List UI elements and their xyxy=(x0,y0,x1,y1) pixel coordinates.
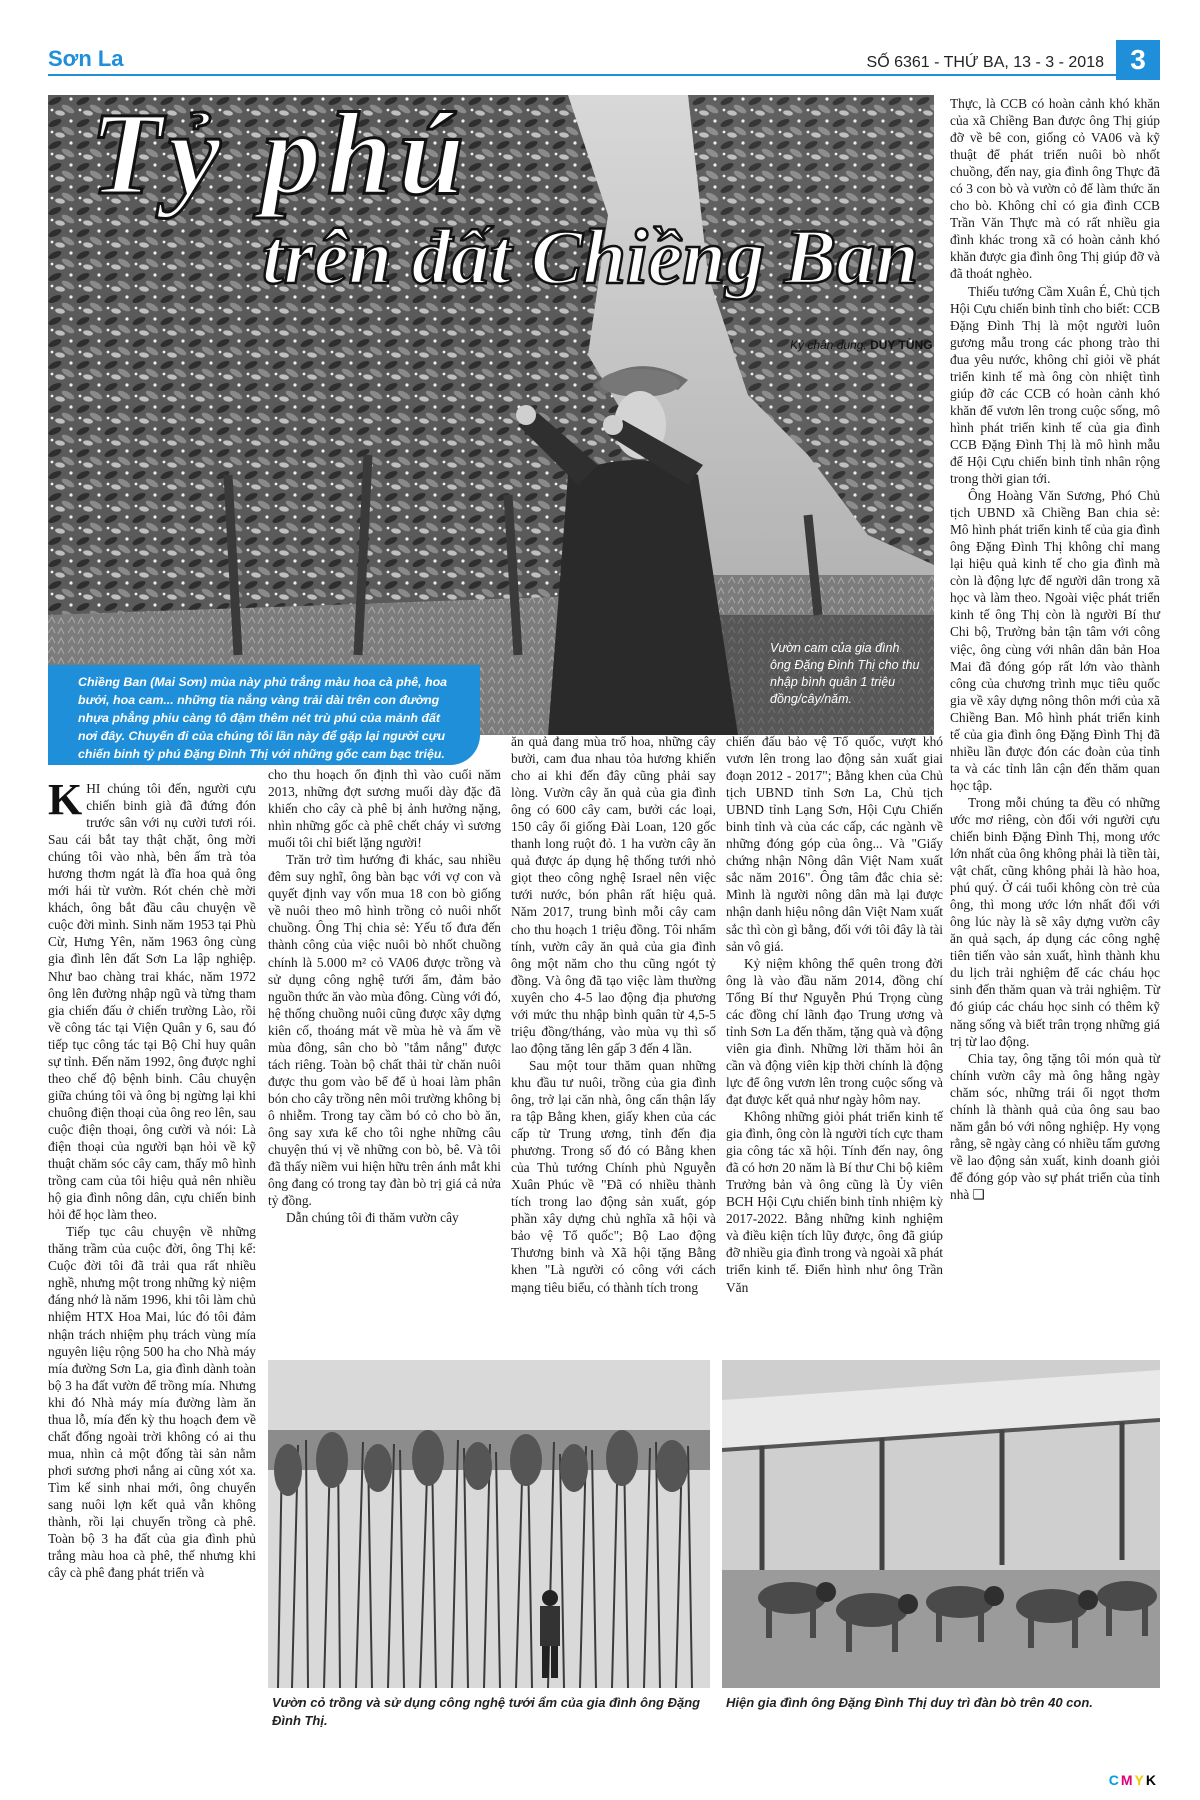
article-column-1 xyxy=(48,775,256,1780)
article-column-2 xyxy=(268,766,501,1336)
byline xyxy=(790,338,933,352)
paragraph: Trong mỗi chúng ta đều có những ước mơ riêng, còn đối với người cựu chiến binh Đặng Đình Thị, mong ước lớn nhất của ông không phải là tiền tài, vật chất, cũng không phải là hào hoa, phú quý. Ở cái tuổi không còn trẻ của ông, thì mong ước lớn nhất đối với ông lúc này là sẽ xây dựng vườn cây ăn quả sạch, áp dụng các công nghệ tiên tiến vào sản xuất, hình thành khu du lịch trải nghiệm để các cháu học sinh đến thăm quan và trải nghiệm. Từ đó giúp các cháu học sinh có thêm kỹ năng sống và biết trân trọng những giá trị từ lao động. xyxy=(950,794,1160,1049)
grass-photo-illustration xyxy=(268,1360,710,1688)
paragraph: chiến đấu bảo vệ Tổ quốc, vượt khó vươn lên trong lao động sản xuất giai đoạn 2012 - 2017"; Bằng khen của Chủ tịch UBND tỉnh Sơn La, Chủ tịch UBND tỉnh Lạng Sơn, Hội Cựu Chiến binh tỉnh và của các cấp, các ngành về những đóng góp của ông... Và "Giấy chứng nhận Nông dân Việt Nam xuất sắc năm 2016". Ông tâm đắc chia sẻ: Mình là người nông dân mà lại được nhận danh hiệu nông dân Việt Nam xuất sắc thì còn gì bằng, đối với tôi đây là tài sản vô giá. xyxy=(726,734,943,954)
byline-author: DUY TÙNG xyxy=(870,338,933,352)
page-header xyxy=(48,40,1160,80)
cows-photo-caption: Hiện gia đình ông Đặng Đình Thị duy trì đàn bò trên 40 con. xyxy=(726,1695,1093,1710)
headline-line-2: trên đất Chiềng Ban xyxy=(262,213,919,300)
paragraph: cho thu hoạch ổn định thì vào cuối năm 2013, những đợt sương muối dày đặc đã khiến cho cây cà phê bị ảnh hưởng nặng, nhìn những gốc cà phê chết cháy vì sương muối tôi chỉ biết lặng người! xyxy=(268,767,501,851)
cattle-barn-photo xyxy=(722,1360,1160,1688)
paragraph xyxy=(48,775,256,1223)
header-rule xyxy=(48,74,1128,76)
cmyk-k: K xyxy=(1145,1772,1158,1788)
lead-paragraph: Chiềng Ban (Mai Sơn) mùa này phủ trắng màu hoa cà phê, hoa bưởi, hoa cam... những tia nắng vàng trải dài trên con đường nhựa phẳng phiu càng tô đậm thêm nét trù phú của mảnh đất nơi đây. Chuyến đi của chúng tôi lần này để gặp lại người cựu chiến binh tỷ phú Đặng Đình Thị với những gốc cam bạc triệu. xyxy=(48,665,480,765)
byline-prefix: Ký chân dung: xyxy=(790,338,867,352)
article-column-3 xyxy=(511,733,716,1353)
headline-line-1: Tỷ phú xyxy=(90,88,471,219)
cows-photo-illustration xyxy=(722,1360,1160,1688)
paragraph: Ông Hoàng Văn Sương, Phó Chủ tịch UBND xã Chiềng Ban chia sẻ: Mô hình phát triển kinh tế của gia đình ông Đặng Đình Thị không chỉ mang lại hiệu quả kinh tế cho gia đình mà còn là động lực để người dân trong xã học và làm theo. Ngoài việc phát triển kinh tế ông Thị còn là người Bí thư Chi bộ, Trưởng bản tận tâm với công việc, ông cùng với nhân dân bản Hoa Mai đã đóng góp rất lớn vào thành công của chương trình mục tiêu quốc gia về xây dựng nông thôn mới của xã Chiềng Ban. Mô hình phát triển kinh tế của gia đình ông Đặng Đình Thị đã nhiều lần được đón các đoàn của tỉnh ta và các tỉnh lân cận đến thăm quan học tập. xyxy=(950,488,1160,793)
drop-cap: K xyxy=(48,775,83,824)
paragraph: Tiếp tục câu chuyện về những thăng trầm của cuộc đời, ông Thị kể: Cuộc đời tôi đã trải qua rất nhiều nghề, nhưng một trong những kỷ niệm đáng nhớ là năm 1996, khi tôi làm chủ nhiệm HTX Hoa Mai, lúc đó tôi đảm nhận trách nhiệm phụ trách vùng mía nguyên liệu rộng 500 ha cho Nhà máy mía đường Sơn La, gia đình dành toàn bộ 3 ha đất vườn để trồng mía. Nhưng khi đó Nhà máy mía đường làm ăn thua lỗ, mía đến kỳ thu hoạch đem về chất đống ngoài trời không có ai thu mua, nhìn cả một đống tài sản nằm phơi sương phơi nắng ai cũng xót xa. Tìm kế sinh nhai mới, ông chuyển sang nuôi lợn kết quả vẫn không thành, rồi lại chuyển trồng cà phê. Toàn bộ 3 ha đất của gia đình phủ trắng màu hoa cà phê, thế nhưng khi cây cà phê đang phát triển và xyxy=(48,1224,256,1581)
paragraph: Thiếu tướng Cầm Xuân É, Chủ tịch Hội Cựu chiến binh tỉnh cho biết: CCB Đặng Đình Thị là một người luôn gương mẫu trong các phong trào thi đua yêu nước, không chỉ giỏi về phát triển kinh tế mà ông còn nhiệt tình giúp đỡ các CCB có hoàn cảnh khó khăn để vươn lên trong cuộc sống, mô hình phát triển kinh tế của gia đình CCB Đặng Đình Thị là mô hình mẫu để Hội Cựu chiến binh tỉnh nhân rộng trong thời gian tới. xyxy=(950,283,1160,487)
article-column-5 xyxy=(950,95,1160,1345)
grass-field-photo xyxy=(268,1360,710,1688)
cmyk-m: M xyxy=(1120,1772,1135,1788)
page-number: 3 xyxy=(1116,40,1160,80)
paragraph: Chia tay, ông tặng tôi món quà từ chính vườn cây mà ông hằng ngày chăm sóc, những trái ổi ngọt thơm chính là thành quả của ông sau bao năm gắn bó với nông nghiệp. Hy vọng rằng, sẽ ngày càng có nhiều tấm gương về lao động sản xuất, kinh doanh giỏi để đóng góp vào sự phát triển của tỉnh nhà ❑ xyxy=(950,1050,1160,1202)
issue-line: SỐ 6361 - THỨ BA, 13 - 3 - 2018 xyxy=(866,54,1104,71)
paragraph: Trăn trở tìm hướng đi khác, sau nhiều đêm suy nghĩ, ông bàn bạc với vợ con và quyết định vay vốn mua 18 con bò giống về nuôi theo mô hình trồng cỏ nuôi nhốt chuồng. Ông Thị chia sẻ: Yếu tố đưa đến thành công của việc nuôi bò nhốt chuồng chính là 5.000 m² cỏ VA06 được trồng và sử dụng công nghệ tưới ẩm, đảm bảo nguồn thức ăn vào mùa đông. Cùng với đó, hệ thống chuồng nuôi cũng được xây dựng kiên cố, thoáng mát về mùa hè và ấm về mùa đông, sân cho bò "tắm nắng" được tách riêng. Toàn bộ chất thải từ chăn nuôi được thu gom vào bể để ủ hoai làm phân bón cho cây trồng nên môi trường không bị ô nhiễm. Trong tay cầm bó cỏ cho bò ăn, ông say xưa kể cho tôi nghe những câu chuyện thú vị về những con bò, bê. Và tôi đã thấy niềm vui hiện hữu trên ánh mắt khi ông đang có trong tay đàn bò trị giá cả nửa tỷ đồng. xyxy=(268,852,502,1209)
cmyk-print-marks xyxy=(1109,1772,1158,1788)
hero-caption: Vườn cam của gia đình ông Đặng Đình Thị cho thu nhập bình quân 1 triệu đồng/cây/năm. xyxy=(770,641,920,706)
paragraph: ăn quả đang mùa trổ hoa, những cây bưởi, cam đua nhau tỏa hương khiến cho ai khi đến đây cũng phải say lòng. Vườn cây ăn quả của gia đình ông có 600 cây cam, bưởi các loại, 150 cây ổi giống Đài Loan, 120 gốc thanh long ruột đỏ. 1 ha vườn cây ăn quả được áp dụng hệ thống tưới nhỏ giọt theo công nghệ Israel nên việc tưới nước, bón phân rất hiệu quả. Năm 2017, trung bình mỗi cây cam cho thu hoạch 1 triệu đồng. Tôi nhẩm tính, vườn cây ăn quả của gia đình ông một năm cho thu cũng ngót tỷ đồng. Và ông đã tạo việc làm thường xuyên cho 4-5 lao động địa phương với mức thu nhập bình quân từ 4,5-5 triệu đồng/tháng, vào mùa vụ thì số lao động tăng lên gấp 3 đến 4 lần. xyxy=(511,734,716,1056)
paragraph: Không những giỏi phát triển kinh tế gia đình, ông còn là người tích cực tham gia công tác xã hội. Tính đến nay, ông đã có hơn 20 năm là Bí thư Chi bộ kiêm Trưởng bản và ông cũng là Ủy viên BCH Hội Cựu chiến binh tỉnh nhiệm kỳ 2017-2022. Bằng những kinh nghiệm và điều kiện tích lũy được, ông đã giúp đỡ nhiều gia đình trong và ngoài xã phát triển kinh tế. Điển hình như ông Trần Văn xyxy=(726,1109,943,1295)
grass-photo-caption: Vườn cỏ trồng và sử dụng công nghệ tưới ẩm của gia đình ông Đặng Đình Thị. xyxy=(272,1695,701,1728)
paragraph: Kỷ niệm không thể quên trong đời ông là vào đầu năm 2014, đồng chí Tổng Bí thư Nguyễn Phú Trọng cùng các đồng chí lãnh đạo Trung ương và tỉnh Sơn La đến thăm, tặng quà và động viên gia đình. Những lời thăm hỏi ân cần và động viên kịp thời chính là động lực để ông vươn lên trong cuộc sống và đạt được kết quả như ngày hôm nay. xyxy=(726,955,943,1107)
cmyk-y: Y xyxy=(1134,1772,1146,1788)
cmyk-c: C xyxy=(1108,1772,1121,1788)
paragraph: Dẫn chúng tôi đi thăm vườn cây xyxy=(286,1210,459,1226)
paragraph: Sau một tour thăm quan những khu đầu tư nuôi, trồng của gia đình ông, trở lại căn nhà, ông cẩn thận lấy ra tập Bằng khen, giấy khen của các cấp từ Trung ương, tỉnh đến địa phương. Trong số đó có Bằng khen của Thủ tướng Chính phủ Nguyễn Xuân Phúc về "Đã có nhiều thành tích trong lao động sản xuất, góp phần xây dựng chủ nghĩa xã hội và bảo vệ Tổ quốc"; Bộ Lao động Thương binh và Xã hội tặng Bằng khen "Là người có công với cách mạng tiêu biểu, có thành tích trong xyxy=(511,1057,716,1295)
paragraph: Thực, là CCB có hoàn cảnh khó khăn của xã Chiềng Ban được ông Thị giúp đỡ về bê con, giống cỏ VA06 và kỹ thuật để phát triển nuôi bò nhốt chuồng, đến nay, gia đình ông Thực đã có 3 con bò và vườn cỏ để làm thức ăn cho bò. Không chỉ có gia đình CCB Trần Văn Thực mà có rất nhiều gia đình khác trong xã có hoàn cảnh khó khăn được gia đình ông Thị giúp đỡ và đã thoát nghèo. xyxy=(950,96,1160,282)
section-name: Sơn La xyxy=(48,46,124,71)
article-column-4 xyxy=(726,733,943,1353)
paragraph-text: HI chúng tôi đến, người cựu chiến binh già đã đứng đón trước sân với nụ cười tươi rói. Sau cái bắt tay thật chặt, ông mời chúng tôi vào nhà, bên ấm trà tỏa hương thơm ngát là đĩa hoa quả ông mới hái từ vườn. Rót chén chè mời khách, ông bắt đầu câu chuyện về cuộc đời mình. Sinh năm 1953 tại Phù Cừ, Hưng Yên, năm 1963 ông cùng gia đình lên đất Sơn La lập nghiệp. Như bao chàng trai khác, năm 1972 ông lên đường nhập ngũ và từng tham gia chiến đấu ở chiến trường Lào, rồi về công tác tại Viện Quân y 6, sau đó tiếp tục công tác tại Bộ Chỉ huy quân sự tỉnh. Đến năm 1992, ông được nghỉ theo chế độ bệnh binh. Câu chuyện giữa chúng tôi và ông bị ngừng lại khi chuông điện thoại của ông reo lên, sau cuộc điện thoại, ông cười và nói: Là điện thoại của người bạn hỏi về kỹ thuật chăm sóc cây cam, thấy mô hình trồng cam của tôi hiệu quả nên nhiều hộ gia đình nông dân, cựu chiến binh hỏi để học làm theo. xyxy=(48,781,256,1223)
